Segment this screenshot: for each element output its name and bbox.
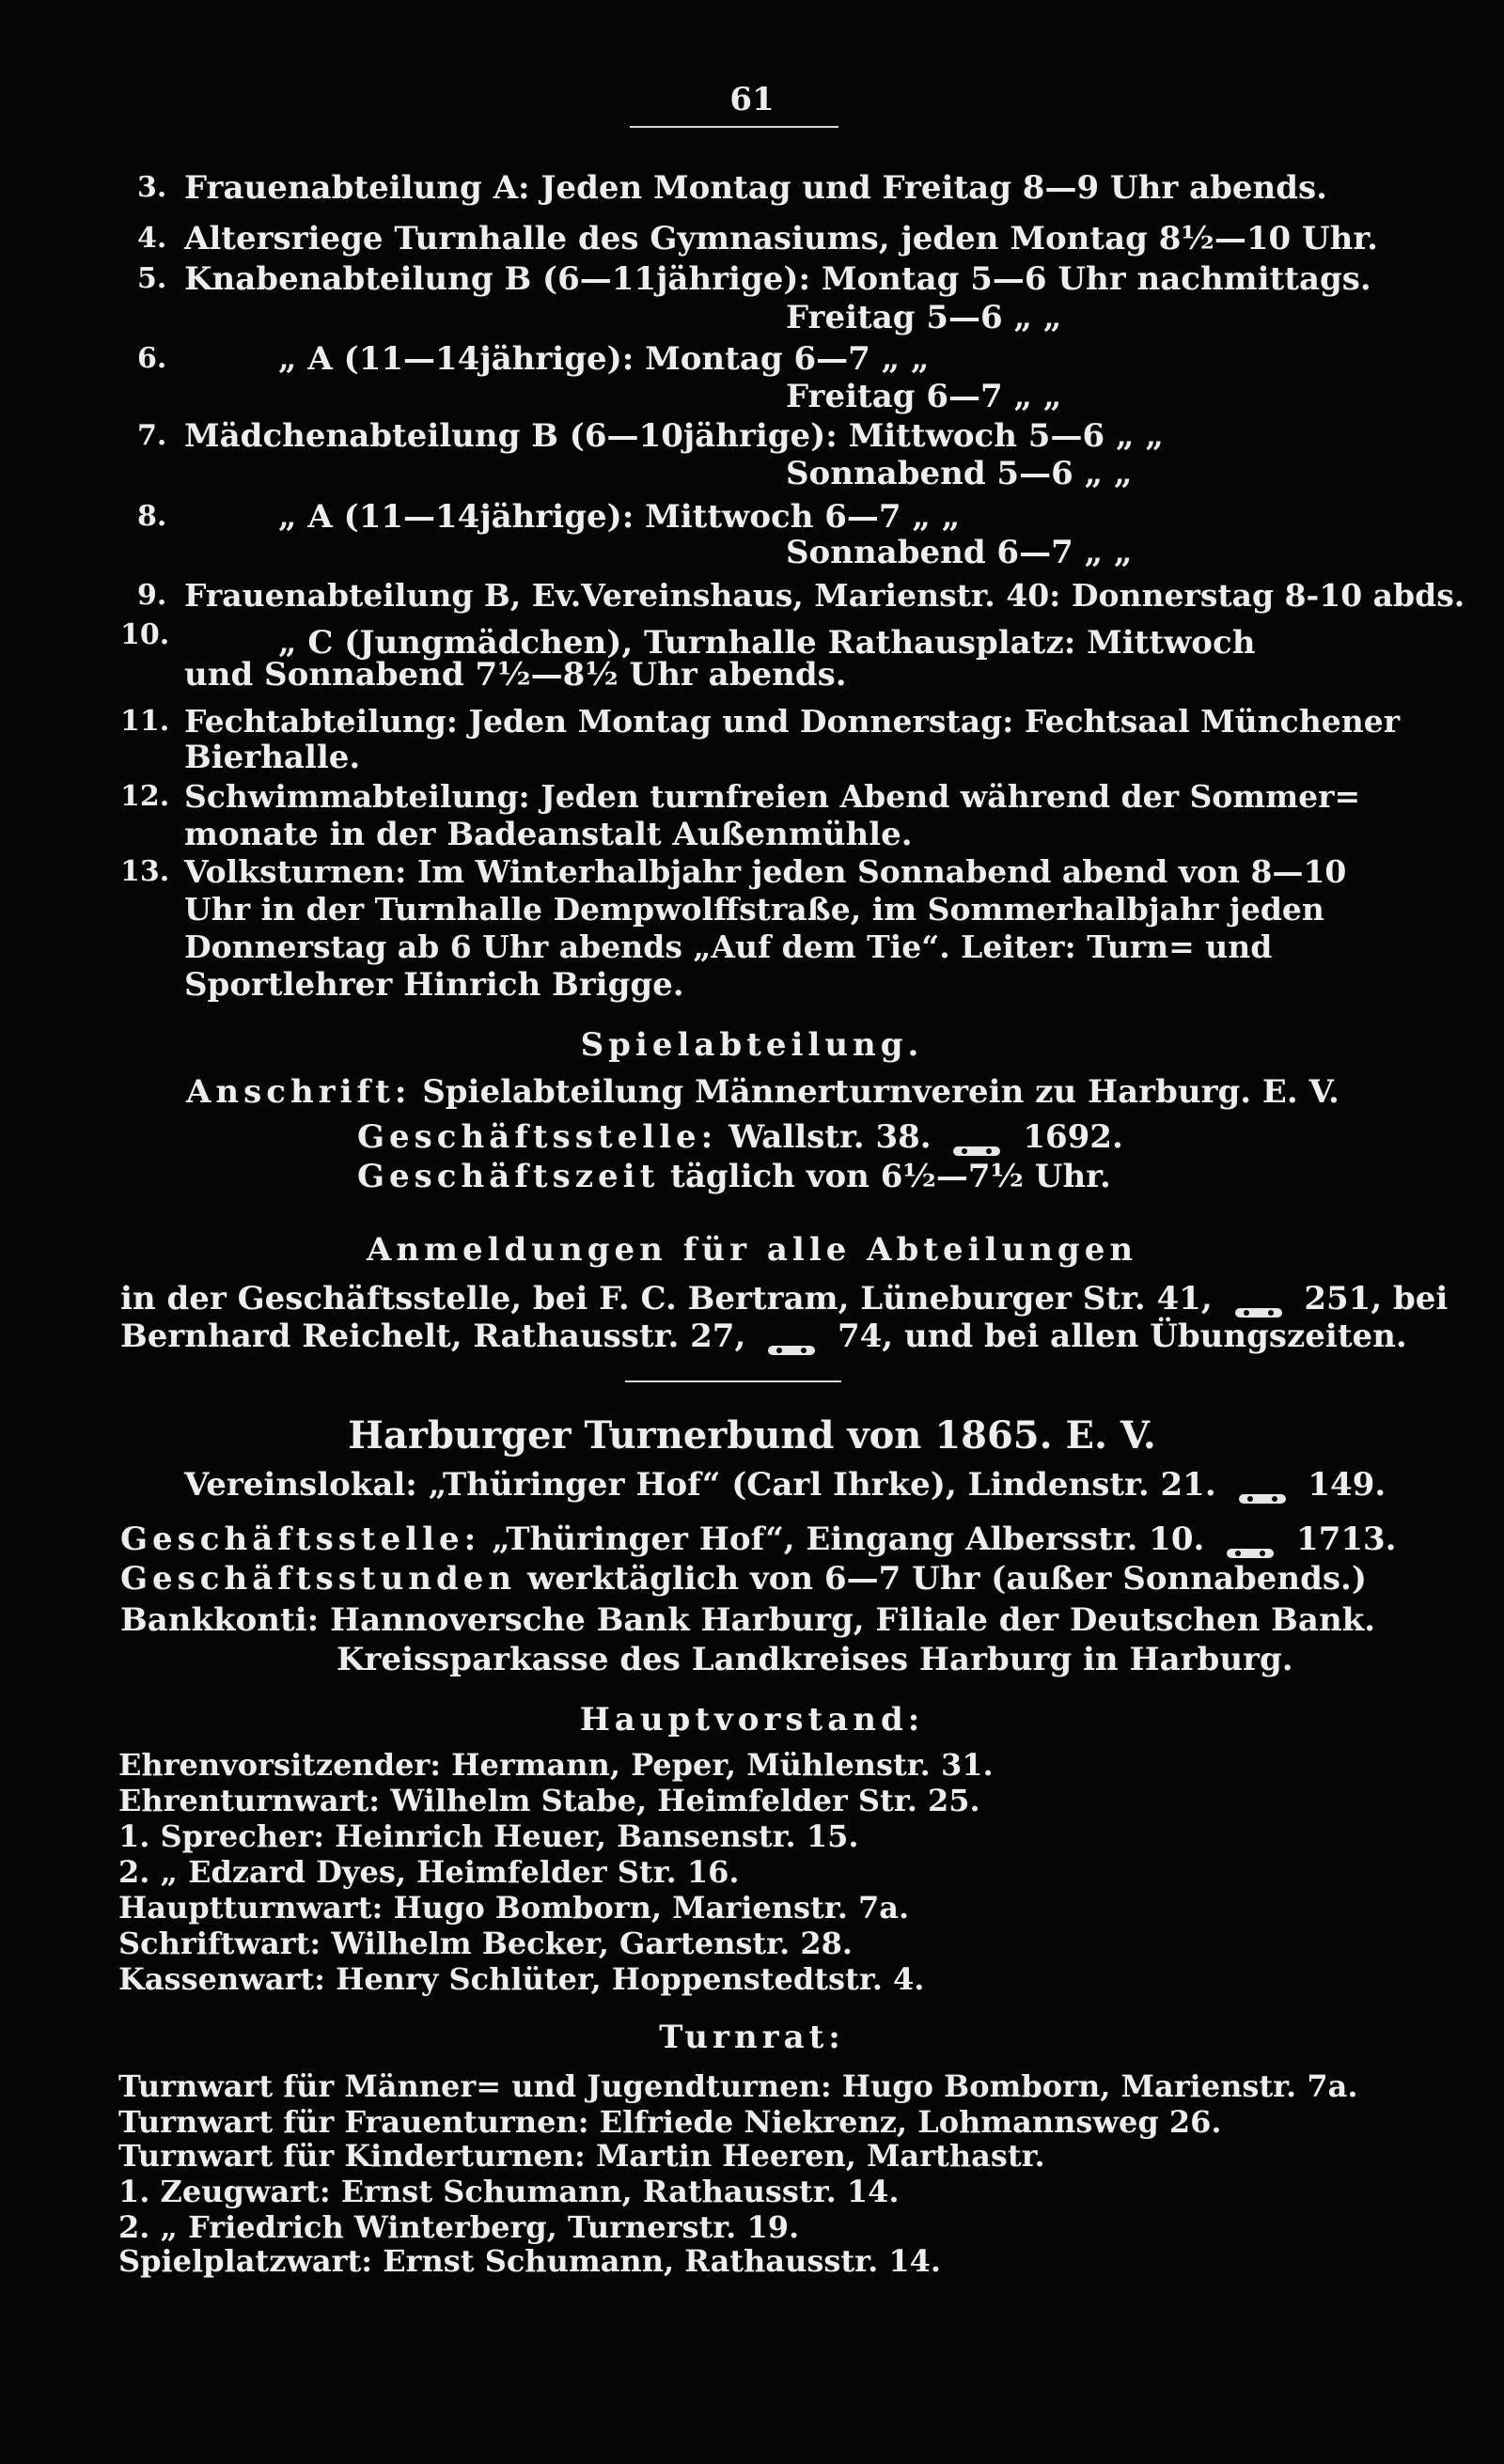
list-item: Altersriege Turnhalle des Gymnasiums, jeden Montag 8½—10 Uhr. bbox=[184, 220, 1378, 257]
geschaeftsstelle-phone: 1692. bbox=[1023, 1118, 1123, 1156]
club-title: Harburger Turnerbund von 1865. E. V. bbox=[348, 1413, 1156, 1458]
list-item: Kassenwart: Henry Schlüter, Hoppenstedtstr. 4. bbox=[118, 1961, 925, 1997]
list-item: Ehrenturnwart: Wilhelm Stabe, Heimfelder Str. 25. bbox=[118, 1783, 980, 1818]
list-item: Sonnabend 6—7 „ „ bbox=[786, 534, 1133, 571]
list-item: und Sonnabend 7½—8½ Uhr abends. bbox=[184, 656, 847, 694]
list-item: Donnerstag ab 6 Uhr abends „Auf dem Tie“. Leiter: Turn= und bbox=[184, 928, 1273, 965]
list-number: 12. bbox=[120, 780, 170, 813]
anmeldung-phone: 251, bei bbox=[1304, 1280, 1449, 1318]
list-number: 5. bbox=[137, 262, 167, 295]
section-heading: Spielabteilung. bbox=[580, 1026, 924, 1064]
list-item: 2. „ Edzard Dyes, Heimfelder Str. 16. bbox=[118, 1854, 740, 1890]
geschaeftsstelle-phone: 1713. bbox=[1296, 1521, 1397, 1558]
list-number: 7. bbox=[137, 419, 167, 452]
list-item: „ C (Jungmädchen), Turnhalle Rathausplatz: Mittwoch bbox=[278, 624, 1256, 662]
list-item: Frauenabteilung B, Ev.Vereinshaus, Marienstr. 40: Donnerstag 8-10 abds. bbox=[184, 577, 1465, 614]
geschaeftszeit-value: täglich von 6½—7½ Uhr. bbox=[670, 1158, 1111, 1195]
geschaeftsstelle-value: „Thüringer Hof“, Eingang Albersstr. 10. bbox=[492, 1521, 1205, 1558]
list-item: Hauptturnwart: Hugo Bomborn, Marienstr. 7a. bbox=[118, 1890, 910, 1926]
list-item: Frauenabteilung A: Jeden Montag und Freitag 8—9 Uhr abends. bbox=[184, 169, 1327, 207]
list-item: Freitag 5—6 „ „ bbox=[786, 299, 1062, 336]
vereinslokal: Vereinslokal: „Thüringer Hof“ (Carl Ihrke), Lindenstr. 21. bbox=[184, 1466, 1216, 1504]
list-item: Freitag 6—7 „ „ bbox=[786, 378, 1062, 415]
list-item: Uhr in der Turnhalle Dempwolffstraße, im Sommerhalbjahr jeden bbox=[184, 891, 1324, 928]
telephone-icon bbox=[1233, 1292, 1284, 1309]
list-item: Turnwart für Frauenturnen: Elfriede Niekrenz, Lohmannsweg 26. bbox=[118, 2104, 1222, 2140]
bankkonti-value: Kreissparkasse des Landkreises Harburg in Harburg. bbox=[337, 1641, 1293, 1678]
list-item: Sonnabend 5—6 „ „ bbox=[786, 455, 1133, 492]
page-number: 61 bbox=[729, 81, 775, 118]
list-item: 2. „ Friedrich Winterberg, Turnerstr. 19. bbox=[118, 2209, 800, 2245]
list-item: Bierhalle. bbox=[184, 739, 361, 776]
list-item: Schwimmabteilung: Jeden turnfreien Abend während der Sommer= bbox=[184, 778, 1361, 815]
geschaeftsstelle-label: Geschäftsstelle: bbox=[357, 1118, 718, 1156]
list-number: 4. bbox=[137, 222, 167, 255]
list-item: Ehrenvorsitzender: Hermann, Peper, Mühlenstr. 31. bbox=[118, 1747, 994, 1783]
vereinslokal-phone: 149. bbox=[1308, 1466, 1386, 1504]
anmeldung-line: in der Geschäftsstelle, bei F. C. Bertram, Lüneburger Str. 41, bbox=[120, 1280, 1213, 1318]
list-number: 3. bbox=[137, 171, 167, 204]
list-item: „ A (11—14jährige): Mittwoch 6—7 „ „ bbox=[278, 498, 961, 536]
anmeldung-line: Bernhard Reichelt, Rathausstr. 27, bbox=[120, 1318, 746, 1355]
section-heading: Hauptvorstand: bbox=[579, 1701, 925, 1739]
list-number: 13. bbox=[120, 855, 170, 888]
list-number: 8. bbox=[137, 500, 167, 533]
geschaeftszeit-label: Geschäftszeit bbox=[357, 1158, 660, 1195]
list-item: monate in der Badeanstalt Außenmühle. bbox=[184, 816, 913, 853]
list-number: 11. bbox=[120, 705, 170, 738]
top-rule bbox=[630, 126, 838, 128]
telephone-icon bbox=[766, 1330, 817, 1347]
list-item: „ A (11—14jährige): Montag 6—7 „ „ bbox=[278, 340, 930, 378]
list-number: 9. bbox=[137, 579, 167, 612]
list-item: 1. Zeugwart: Ernst Schumann, Rathausstr. 14. bbox=[118, 2174, 900, 2209]
list-item: Turnwart für Männer= und Jugendturnen: Hugo Bomborn, Marienstr. 7a. bbox=[118, 2068, 1358, 2104]
geschaeftsstelle-value: Wallstr. 38. bbox=[728, 1118, 932, 1156]
section-divider bbox=[625, 1380, 841, 1382]
telephone-icon bbox=[1237, 1478, 1288, 1495]
bankkonti-value: Hannoversche Bank Harburg, Filiale der Deutschen Bank. bbox=[330, 1601, 1376, 1639]
list-item: Spielplatzwart: Ernst Schumann, Rathausstr. 14. bbox=[118, 2243, 942, 2279]
telephone-icon bbox=[1225, 1533, 1276, 1550]
telephone-icon bbox=[951, 1131, 1002, 1147]
anmeldung-phone: 74, und bei allen Übungszeiten. bbox=[837, 1318, 1407, 1355]
anschrift-value: Spielabteilung Männerturnverein zu Harburg. E. V. bbox=[422, 1073, 1340, 1111]
list-number: 6. bbox=[137, 342, 167, 375]
geschaeftsstunden-value: werktäglich von 6—7 Uhr (außer Sonnabends.) bbox=[527, 1560, 1367, 1598]
list-item: Fechtabteilung: Jeden Montag und Donnerstag: Fechtsaal Münchener bbox=[184, 703, 1401, 740]
geschaeftsstelle-label: Geschäftsstelle: bbox=[120, 1521, 481, 1558]
list-item: Mädchenabteilung B (6—10jährige): Mittwoch 5—6 „ „ bbox=[184, 417, 1164, 455]
list-item: Knabenabteilung B (6—11jährige): Montag 5—6 Uhr nachmittags. bbox=[184, 260, 1371, 298]
list-item: Turnwart für Kinderturnen: Martin Heeren, Marthastr. bbox=[118, 2138, 1045, 2174]
list-item: Sportlehrer Hinrich Brigge. bbox=[184, 966, 684, 1004]
list-item: Schriftwart: Wilhelm Becker, Gartenstr. 28. bbox=[118, 1926, 853, 1961]
anschrift-label: Anschrift: bbox=[186, 1073, 412, 1111]
bankkonti-label: Bankkonti: bbox=[120, 1601, 320, 1639]
section-heading: Anmeldungen für alle Abteilungen bbox=[366, 1231, 1138, 1269]
list-item: 1. Sprecher: Heinrich Heuer, Bansenstr. 15. bbox=[118, 1818, 859, 1854]
section-heading: Turnrat: bbox=[659, 2019, 845, 2056]
geschaeftsstunden-label: Geschäftsstunden bbox=[120, 1560, 517, 1598]
list-item: Volksturnen: Im Winterhalbjahr jeden Sonnabend abend von 8—10 bbox=[184, 853, 1347, 890]
list-number: 10. bbox=[120, 618, 170, 651]
